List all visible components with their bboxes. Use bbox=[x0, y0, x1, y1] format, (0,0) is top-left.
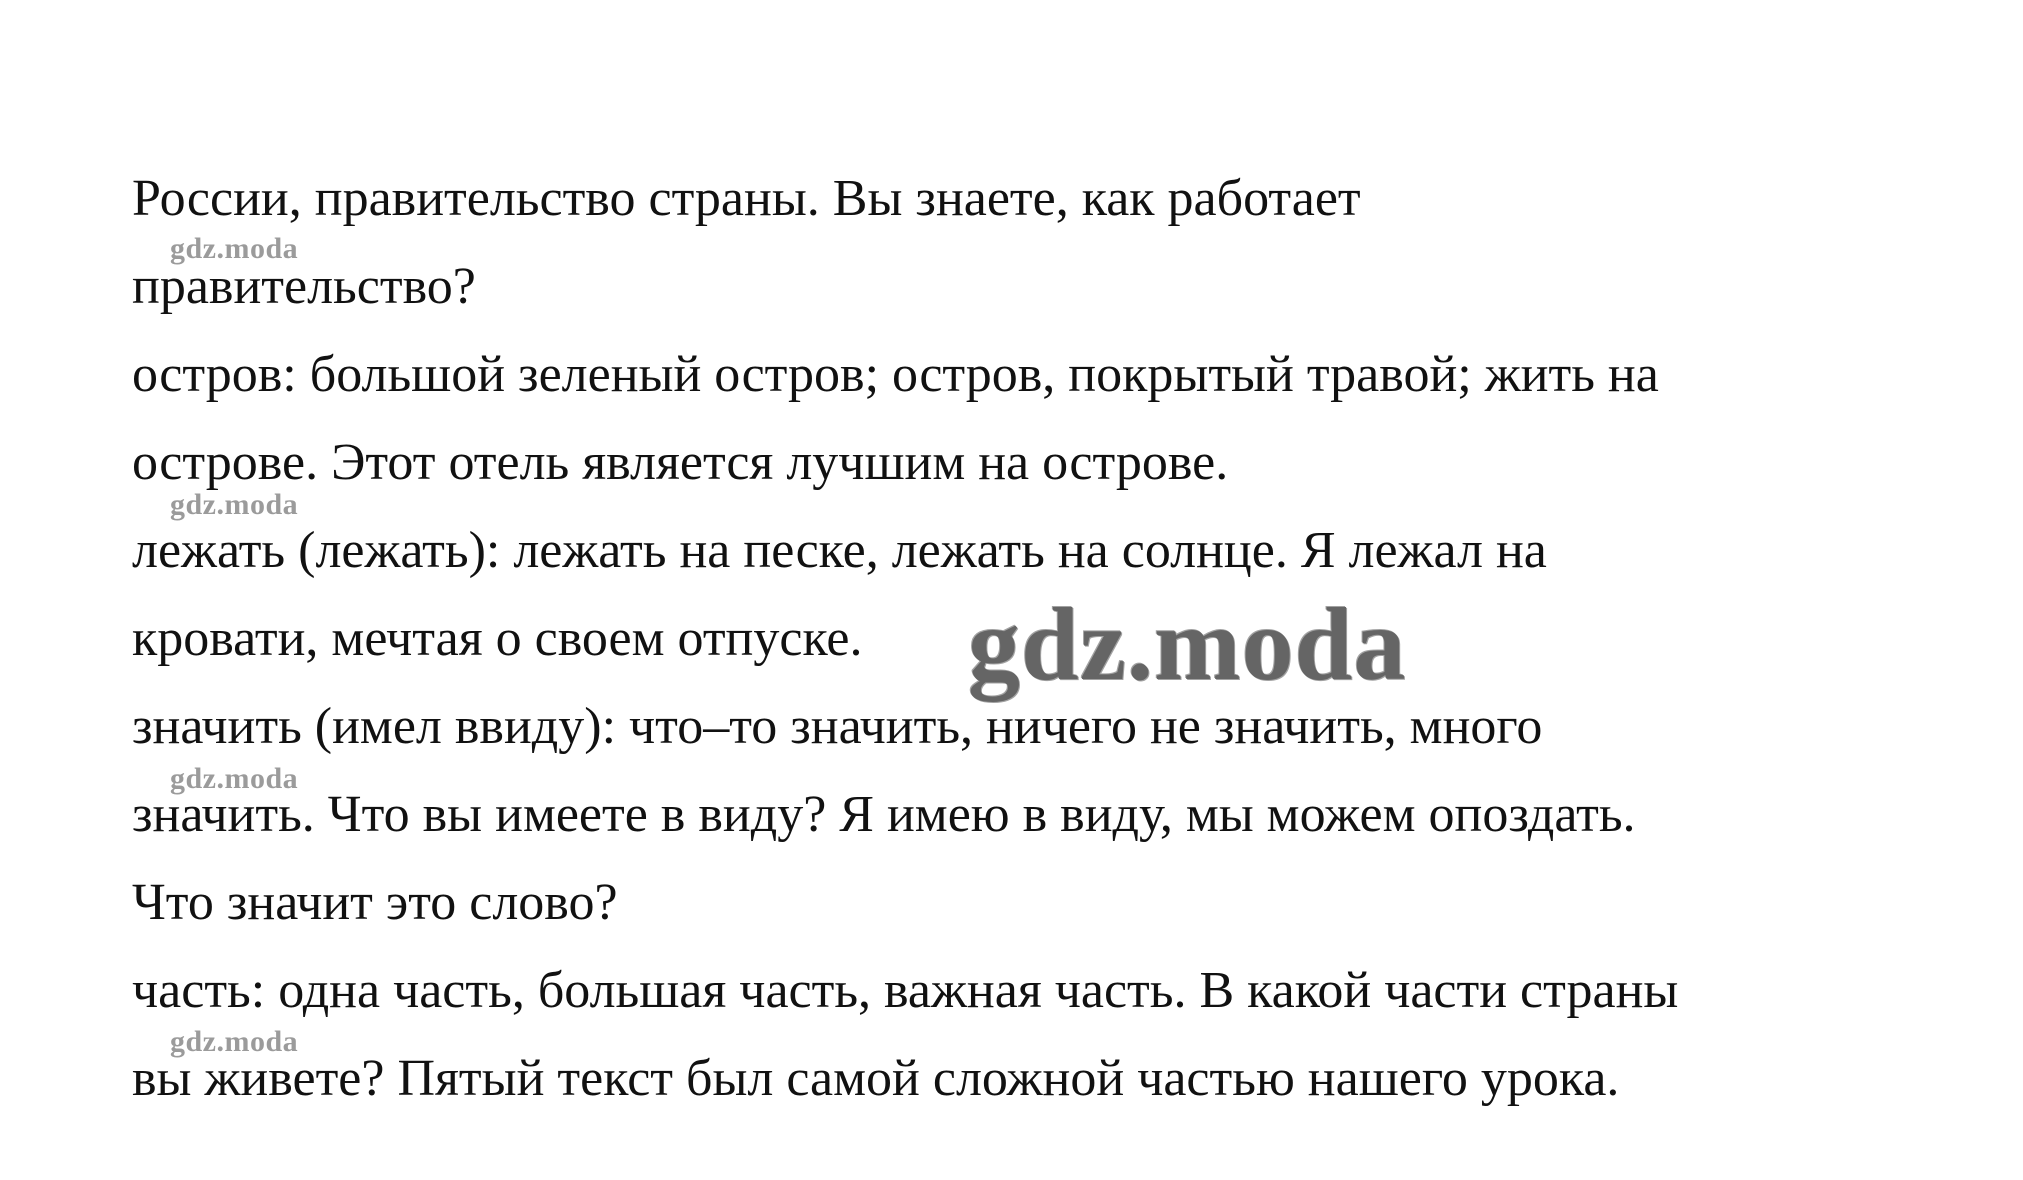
watermark-small: gdz.moda bbox=[170, 762, 299, 795]
text-line: остров: большой зеленый остров; остров, покрытый травой; жить на bbox=[132, 346, 1659, 403]
text-line: правительство? bbox=[132, 258, 476, 315]
watermark-small: gdz.moda bbox=[170, 1025, 299, 1058]
text-line: России, правительство страны. Вы знаете, как работает bbox=[132, 170, 1361, 227]
watermark-small: gdz.moda bbox=[170, 232, 299, 265]
text-line: лежать (лежать): лежать на песке, лежать на солнце. Я лежал на bbox=[132, 522, 1547, 579]
text-line: значить (имел ввиду): что–то значить, ничего не значить, много bbox=[132, 698, 1543, 755]
text-line: острове. Этот отель является лучшим на острове. bbox=[132, 434, 1229, 491]
watermark-large: gdz.moda bbox=[968, 587, 1407, 702]
text-line: значить. Что вы имеете в виду? Я имею в виду, мы можем опоздать. bbox=[132, 786, 1636, 843]
text-line: вы живете? Пятый текст был самой сложной частью нашего урока. bbox=[132, 1050, 1620, 1107]
watermark-small: gdz.moda bbox=[170, 488, 299, 521]
text-line: часть: одна часть, большая часть, важная часть. В какой части страны bbox=[132, 962, 1679, 1019]
text-line: Что значит это слово? bbox=[132, 874, 618, 931]
text-line: кровати, мечтая о своем отпуске. bbox=[132, 610, 863, 667]
